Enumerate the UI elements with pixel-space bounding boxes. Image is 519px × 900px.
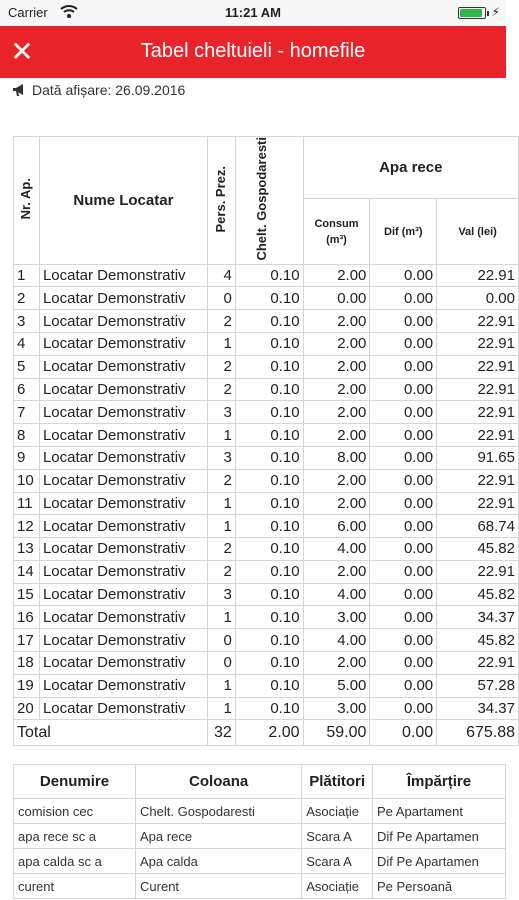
legend-platitori: Asociație (302, 799, 373, 824)
expenses-body (14, 264, 519, 720)
cell-pers: 1 (207, 606, 235, 629)
cell-pers: 1 (207, 492, 235, 515)
cell-chelt: 0.10 (235, 629, 303, 652)
cell-name: Locatar Demonstrativ (39, 401, 207, 424)
legend-platitori: Scara A (302, 849, 373, 874)
cell-pers: 1 (207, 332, 235, 355)
cell-chelt: 0.10 (235, 446, 303, 469)
table-row[interactable] (14, 424, 519, 447)
cell-chelt: 0.10 (235, 492, 303, 515)
legend-denumire: apa rece sc a (14, 824, 136, 849)
table-row[interactable] (14, 515, 519, 538)
cell-chelt: 0.10 (235, 332, 303, 355)
table-row[interactable] (14, 697, 519, 720)
cell-chelt: 0.10 (235, 515, 303, 538)
table-row[interactable] (14, 446, 519, 469)
table-row[interactable] (14, 492, 519, 515)
table-row[interactable] (14, 674, 519, 697)
legend-impartire: Dif Pe Apartamen (373, 824, 506, 849)
cell-val: 22.91 (437, 469, 519, 492)
legend-platitori: Scara A (302, 824, 373, 849)
cell-consum: 2.00 (303, 401, 370, 424)
cell-dif: 0.00 (370, 469, 437, 492)
col-header-val: Val (lei) (437, 198, 519, 264)
cell-dif: 0.00 (370, 606, 437, 629)
cell-dif: 0.00 (370, 355, 437, 378)
cell-name: Locatar Demonstrativ (39, 287, 207, 310)
cell-val: 22.91 (437, 310, 519, 333)
cell-pers: 0 (207, 652, 235, 675)
table-row[interactable] (14, 606, 519, 629)
cell-name: Locatar Demonstrativ (39, 355, 207, 378)
legend-impartire: Dif Pe Apartamen (373, 849, 506, 874)
page-title: Tabel cheltuieli - homefile (140, 40, 366, 62)
cell-nr: 19 (14, 674, 40, 697)
cell-val: 22.91 (437, 264, 519, 287)
cell-pers: 2 (207, 560, 235, 583)
cell-pers: 0 (207, 287, 235, 310)
legend-body (14, 799, 506, 899)
legend-denumire: curent (14, 874, 136, 899)
cell-nr: 6 (14, 378, 40, 401)
total-row (14, 720, 519, 746)
cell-consum: 2.00 (303, 332, 370, 355)
total-pers: 32 (207, 720, 235, 746)
cell-dif: 0.00 (370, 697, 437, 720)
cell-nr: 18 (14, 652, 40, 675)
cell-chelt: 0.10 (235, 606, 303, 629)
display-date-row (12, 82, 185, 98)
cell-val: 22.91 (437, 492, 519, 515)
cell-pers: 3 (207, 446, 235, 469)
cell-consum: 5.00 (303, 674, 370, 697)
display-date: Dată afișare: 26.09.2016 (32, 82, 186, 98)
legend-coloana: Chelt. Gospodaresti (136, 799, 302, 824)
cell-nr: 2 (14, 287, 40, 310)
cell-nr: 1 (14, 264, 40, 287)
table-row[interactable] (14, 583, 519, 606)
total-dif: 0.00 (370, 720, 437, 746)
table-row[interactable] (14, 287, 519, 310)
cell-consum: 2.00 (303, 469, 370, 492)
cell-pers: 3 (207, 583, 235, 606)
cell-name: Locatar Demonstrativ (39, 674, 207, 697)
total-label: Total (14, 720, 208, 746)
col-header-chelt: Chelt. Gospodaresti (235, 137, 303, 265)
cell-val: 45.82 (437, 583, 519, 606)
cell-consum: 6.00 (303, 515, 370, 538)
total-chelt: 2.00 (235, 720, 303, 746)
cell-name: Locatar Demonstrativ (39, 332, 207, 355)
table-row[interactable] (14, 469, 519, 492)
cell-chelt: 0.10 (235, 469, 303, 492)
cell-nr: 9 (14, 446, 40, 469)
legend-impartire: Pe Apartament (373, 799, 506, 824)
cell-chelt: 0.10 (235, 538, 303, 561)
cell-pers: 2 (207, 538, 235, 561)
cell-pers: 1 (207, 424, 235, 447)
cell-consum: 3.00 (303, 606, 370, 629)
cell-dif: 0.00 (370, 378, 437, 401)
table-row[interactable] (14, 332, 519, 355)
cell-name: Locatar Demonstrativ (39, 583, 207, 606)
cell-consum: 2.00 (303, 310, 370, 333)
cell-chelt: 0.10 (235, 264, 303, 287)
cell-val: 22.91 (437, 560, 519, 583)
col-header-pers: Pers. Prez. (207, 137, 235, 265)
cell-name: Locatar Demonstrativ (39, 378, 207, 401)
table-row[interactable] (14, 560, 519, 583)
cell-val: 22.91 (437, 378, 519, 401)
cell-consum: 2.00 (303, 560, 370, 583)
cell-dif: 0.00 (370, 401, 437, 424)
cell-nr: 5 (14, 355, 40, 378)
cell-consum: 2.00 (303, 492, 370, 515)
cell-val: 57.28 (437, 674, 519, 697)
cell-val: 34.37 (437, 697, 519, 720)
cell-dif: 0.00 (370, 332, 437, 355)
cell-name: Locatar Demonstrativ (39, 515, 207, 538)
battery-icon (458, 7, 486, 19)
cell-val: 34.37 (437, 606, 519, 629)
cell-consum: 2.00 (303, 378, 370, 401)
cell-consum: 2.00 (303, 652, 370, 675)
cell-dif: 0.00 (370, 446, 437, 469)
charging-icon: ⚡ (491, 5, 500, 19)
cell-chelt: 0.10 (235, 560, 303, 583)
cell-dif: 0.00 (370, 652, 437, 675)
cell-chelt: 0.10 (235, 401, 303, 424)
table-row[interactable] (14, 538, 519, 561)
cell-nr: 17 (14, 629, 40, 652)
cell-consum: 2.00 (303, 424, 370, 447)
cell-val: 68.74 (437, 515, 519, 538)
carrier-label: Carrier (8, 5, 48, 20)
cell-dif: 0.00 (370, 674, 437, 697)
legend-header-denumire: Denumire (14, 765, 136, 799)
cell-nr: 14 (14, 560, 40, 583)
cell-consum: 4.00 (303, 583, 370, 606)
cell-nr: 10 (14, 469, 40, 492)
cell-name: Locatar Demonstrativ (39, 606, 207, 629)
cell-name: Locatar Demonstrativ (39, 492, 207, 515)
cell-name: Locatar Demonstrativ (39, 697, 207, 720)
cell-consum: 2.00 (303, 355, 370, 378)
cell-val: 22.91 (437, 401, 519, 424)
table-row[interactable] (14, 401, 519, 424)
col-header-name: Nume Locatar (39, 137, 207, 265)
cell-dif: 0.00 (370, 515, 437, 538)
cell-pers: 3 (207, 401, 235, 424)
cell-val: 22.91 (437, 424, 519, 447)
cell-consum: 4.00 (303, 629, 370, 652)
cell-name: Locatar Demonstrativ (39, 652, 207, 675)
legend-header-platitori: Plătitori (302, 765, 373, 799)
cell-consum: 3.00 (303, 697, 370, 720)
cell-val: 22.91 (437, 332, 519, 355)
legend-denumire: apa calda sc a (14, 849, 136, 874)
cell-chelt: 0.10 (235, 697, 303, 720)
status-bar (0, 0, 506, 26)
cell-dif: 0.00 (370, 287, 437, 310)
cell-consum: 4.00 (303, 538, 370, 561)
cell-pers: 1 (207, 515, 235, 538)
status-time: 11:21 AM (225, 5, 281, 20)
table-row[interactable] (14, 378, 519, 401)
cell-dif: 0.00 (370, 310, 437, 333)
cell-val: 22.91 (437, 355, 519, 378)
cell-nr: 13 (14, 538, 40, 561)
legend-row (14, 824, 506, 849)
cell-dif: 0.00 (370, 264, 437, 287)
cell-nr: 15 (14, 583, 40, 606)
legend-row (14, 874, 506, 899)
legend-coloana: Curent (136, 874, 302, 899)
cell-chelt: 0.10 (235, 378, 303, 401)
col-header-apa-rece: Apa rece (303, 137, 518, 199)
cell-chelt: 0.10 (235, 583, 303, 606)
cell-chelt: 0.10 (235, 674, 303, 697)
cell-name: Locatar Demonstrativ (39, 264, 207, 287)
table-row[interactable] (14, 629, 519, 652)
cell-nr: 20 (14, 697, 40, 720)
cell-dif: 0.00 (370, 560, 437, 583)
legend-row (14, 849, 506, 874)
close-button[interactable]: ✕ (10, 36, 34, 67)
total-consum: 59.00 (303, 720, 370, 746)
table-row[interactable] (14, 652, 519, 675)
legend-coloana: Apa calda (136, 849, 302, 874)
cell-pers: 2 (207, 469, 235, 492)
cell-nr: 11 (14, 492, 40, 515)
table-row[interactable] (14, 264, 519, 287)
cell-nr: 7 (14, 401, 40, 424)
cell-name: Locatar Demonstrativ (39, 310, 207, 333)
cell-chelt: 0.10 (235, 652, 303, 675)
legend-denumire: comision cec (14, 799, 136, 824)
cell-name: Locatar Demonstrativ (39, 446, 207, 469)
cell-chelt: 0.10 (235, 310, 303, 333)
legend-table (13, 764, 506, 899)
cell-consum: 8.00 (303, 446, 370, 469)
cell-nr: 4 (14, 332, 40, 355)
cell-pers: 2 (207, 355, 235, 378)
cell-name: Locatar Demonstrativ (39, 424, 207, 447)
cell-val: 0.00 (437, 287, 519, 310)
cell-nr: 8 (14, 424, 40, 447)
table-row[interactable] (14, 355, 519, 378)
cell-pers: 2 (207, 310, 235, 333)
col-header-dif: Dif (m³) (370, 198, 437, 264)
cell-pers: 4 (207, 264, 235, 287)
total-val: 675.88 (437, 720, 519, 746)
cell-name: Locatar Demonstrativ (39, 629, 207, 652)
cell-consum: 0.00 (303, 287, 370, 310)
cell-val: 45.82 (437, 629, 519, 652)
cell-dif: 0.00 (370, 583, 437, 606)
cell-consum: 2.00 (303, 264, 370, 287)
cell-val: 91.65 (437, 446, 519, 469)
cell-chelt: 0.10 (235, 287, 303, 310)
col-header-nr: Nr. Ap. (14, 137, 40, 265)
legend-platitori: Asociație (302, 874, 373, 899)
cell-val: 45.82 (437, 538, 519, 561)
cell-val: 22.91 (437, 652, 519, 675)
cell-dif: 0.00 (370, 538, 437, 561)
legend-header-coloana: Coloana (136, 765, 302, 799)
cell-pers: 2 (207, 378, 235, 401)
cell-dif: 0.00 (370, 629, 437, 652)
col-header-consum: Consum (m³) (303, 198, 370, 264)
megaphone-icon (12, 83, 28, 97)
cell-dif: 0.00 (370, 492, 437, 515)
cell-chelt: 0.10 (235, 355, 303, 378)
legend-row (14, 799, 506, 824)
cell-dif: 0.00 (370, 424, 437, 447)
cell-pers: 1 (207, 697, 235, 720)
app-header (0, 26, 506, 78)
cell-name: Locatar Demonstrativ (39, 560, 207, 583)
cell-chelt: 0.10 (235, 424, 303, 447)
cell-nr: 16 (14, 606, 40, 629)
legend-coloana: Apa rece (136, 824, 302, 849)
cell-pers: 1 (207, 674, 235, 697)
cell-nr: 3 (14, 310, 40, 333)
legend-impartire: Pe Persoană (373, 874, 506, 899)
cell-name: Locatar Demonstrativ (39, 538, 207, 561)
table-row[interactable] (14, 310, 519, 333)
expenses-table (13, 136, 519, 746)
cell-pers: 0 (207, 629, 235, 652)
cell-nr: 12 (14, 515, 40, 538)
legend-header-impartire: Împărțire (373, 765, 506, 799)
cell-name: Locatar Demonstrativ (39, 469, 207, 492)
